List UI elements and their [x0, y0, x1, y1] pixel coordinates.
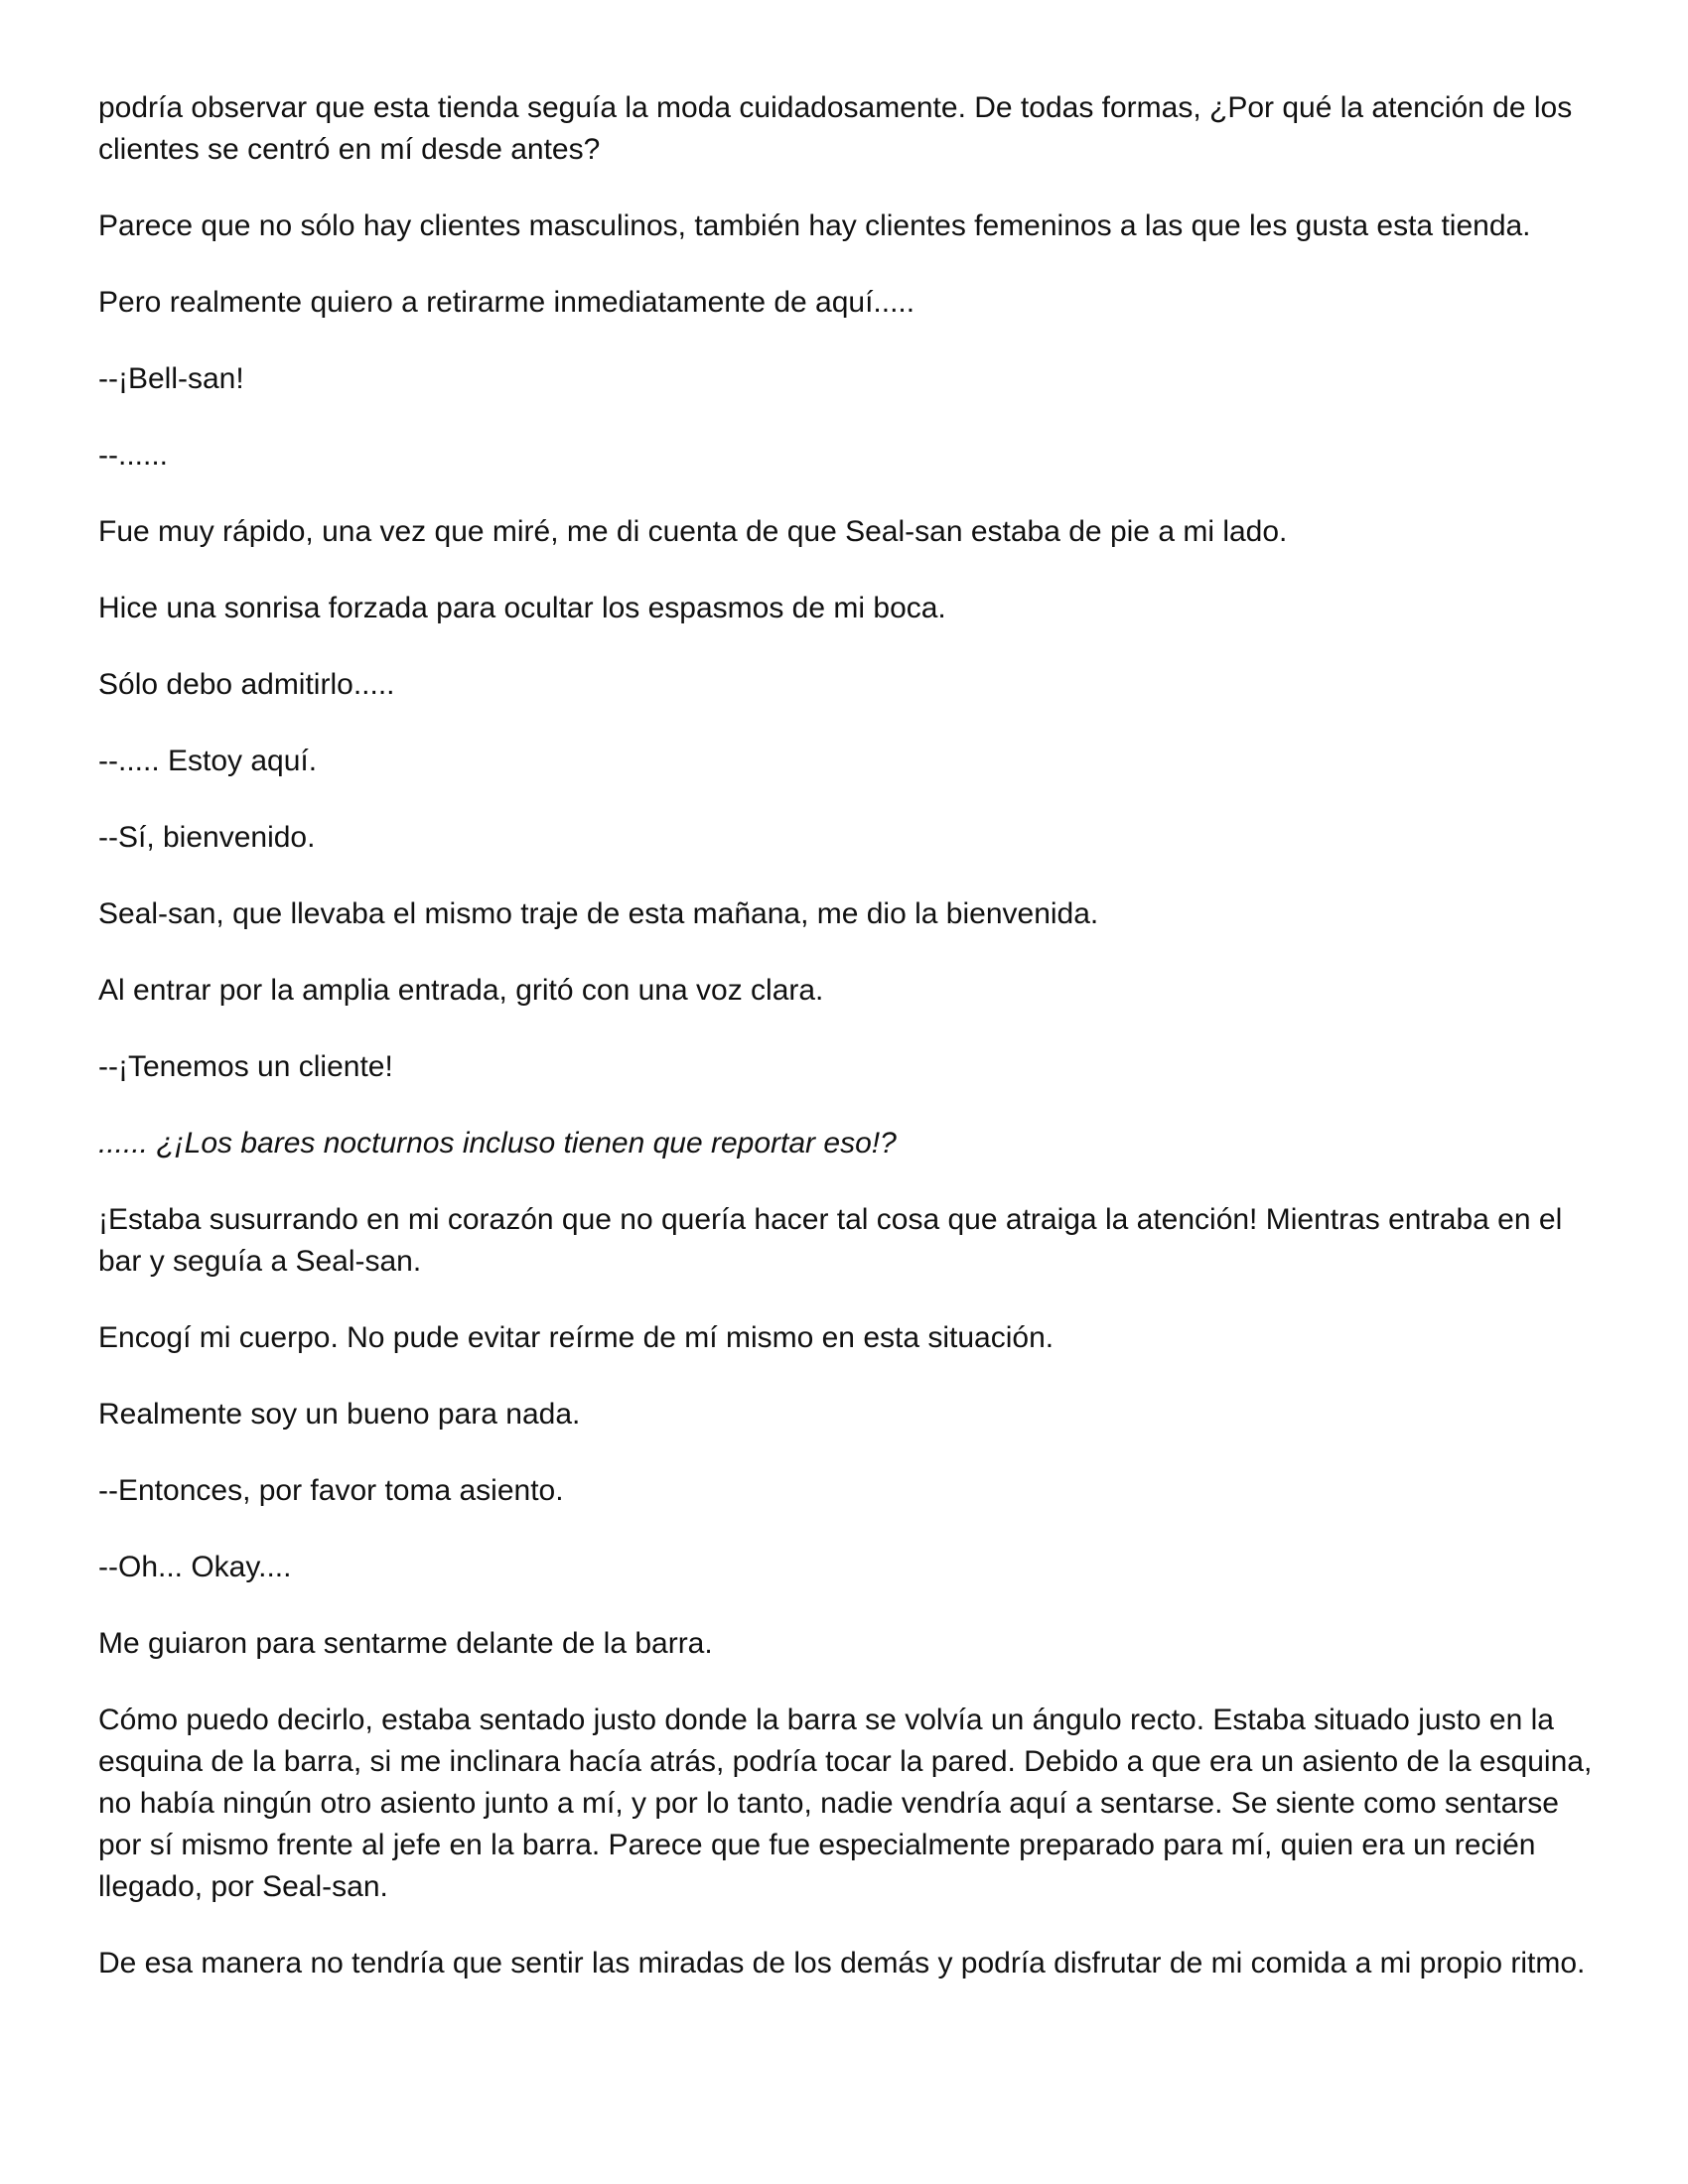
dialogue-line: --¡Bell-san!: [98, 362, 244, 395]
paragraph: podría observar que esta tienda seguía la moda cuidadosamente. De todas formas, ¿Por qué la atención de los clientes se centró en mí desde antes?: [98, 91, 1573, 166]
paragraph: Encogí mi cuerpo. No pude evitar reírme de mí mismo en esta situación.: [98, 1321, 1055, 1354]
paragraph: Sólo debo admitirlo.....: [98, 668, 395, 701]
paragraph: De esa manera no tendría que sentir las miradas de los demás y podría disfrutar de mi comida a mi propio ritmo.: [98, 1947, 1586, 1979]
paragraph: ¡Estaba susurrando en mi corazón que no quería hacer tal cosa que atraiga la atención! Mientras entraba en el bar y seguía a Seal-san.: [98, 1203, 1563, 1278]
paragraph: Parece que no sólo hay clientes masculinos, también hay clientes femeninos a las que les gusta esta tienda.: [98, 209, 1531, 242]
paragraph: Hice una sonrisa forzada para ocultar los espasmos de mi boca.: [98, 592, 946, 624]
document-page: [98, 87, 1593, 2019]
paragraph: Al entrar por la amplia entrada, gritó con una voz clara.: [98, 974, 824, 1007]
inner-thought-line: ...... ¿¡Los bares nocturnos incluso tienen que reportar eso!?: [98, 1127, 897, 1160]
dialogue-line: --¡Tenemos un cliente!: [98, 1050, 393, 1083]
paragraph: Cómo puedo decirlo, estaba sentado justo donde la barra se volvía un ángulo recto. Estaba situado justo en la esquina de la barra, si me inclinara hacía atrás, podría tocar la pared. Debido a que era un asiento de la esquina, no había ningún otro asiento junto a mí, y por lo tanto, nadie vendría aquí a sentarse. Se siente como sentarse por sí mismo frente al jefe en la barra. Parece que fue especialmente preparado para mí, quien era un recién llegado, por Seal-san.: [98, 1704, 1593, 1903]
paragraph: Seal-san, que llevaba el mismo traje de esta mañana, me dio la bienvenida.: [98, 897, 1099, 930]
dialogue-line: --Entonces, por favor toma asiento.: [98, 1474, 564, 1507]
dialogue-line: --......: [98, 439, 168, 472]
dialogue-line: --..... Estoy aquí.: [98, 745, 318, 777]
dialogue-line: --Oh... Okay....: [98, 1551, 292, 1583]
paragraph: Me guiaron para sentarme delante de la barra.: [98, 1627, 713, 1660]
dialogue-line: --Sí, bienvenido.: [98, 821, 316, 854]
paragraph: Pero realmente quiero a retirarme inmediatamente de aquí.....: [98, 286, 915, 319]
paragraph: Realmente soy un bueno para nada.: [98, 1398, 581, 1431]
paragraph: Fue muy rápido, una vez que miré, me di cuenta de que Seal-san estaba de pie a mi lado.: [98, 515, 1288, 548]
